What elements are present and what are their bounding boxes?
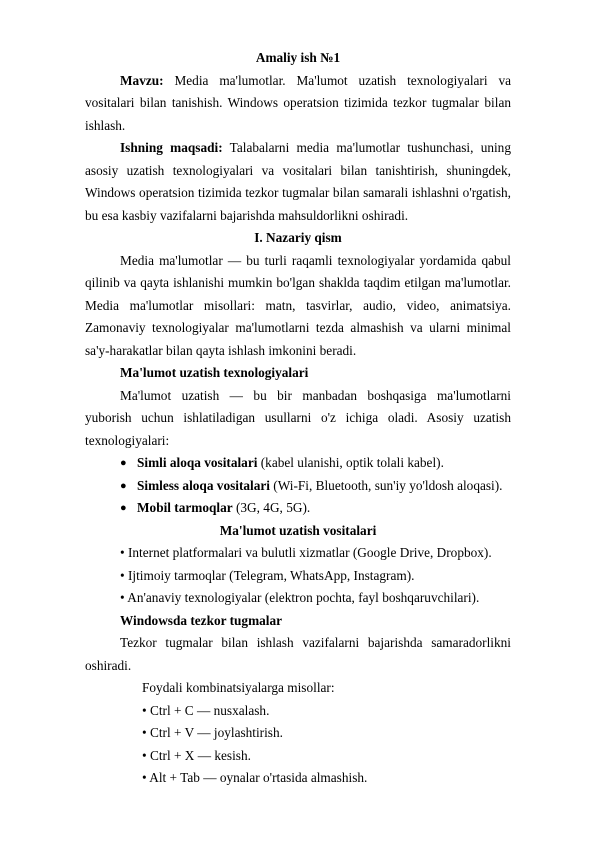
mavzu-label: Mavzu: xyxy=(120,72,164,88)
list-item-desc: (Wi-Fi, Bluetooth, sun'iy yo'ldosh aloqasi). xyxy=(269,477,503,493)
bullet-icon: ● xyxy=(120,479,127,492)
mavzu-paragraph xyxy=(85,70,511,138)
bullet-icon: ● xyxy=(120,457,127,469)
technologies-list xyxy=(85,452,511,520)
transfer-technologies-paragraph: Ma'lumot uzatish — bu bir manbadan boshqasiga ma'lumotlarni yuborish uchun ishlatiladigan usullarni o'z ichiga oladi. Asosiy uzatish texnologiyalari: xyxy=(85,387,511,448)
list-item: • Ctrl + C — nusxalash. xyxy=(142,702,270,718)
list-item: • Ctrl + V — joylashtirish. xyxy=(142,725,283,740)
maqsad-text: Talabalarni media ma'lumotlar tushunchasi, uning asosiy uzatish texnologiyalari va vositalari bilan tanishtirish, shuningdek, Windows operatsion tizimida tezkor tugmalar bilan samarali ishlashni o'rgatish, bu esa kasbiy vazifalarni bajarishda mahsuldorlikni oshiradi. xyxy=(85,140,511,223)
list-item-desc: (kabel ulanishi, optik tolali kabel). xyxy=(257,455,444,470)
heading-transfer-tools: Ma'lumot uzatish vositalari xyxy=(219,522,377,538)
heading-transfer-technologies: Ma'lumot uzatish texnologiyalari xyxy=(120,365,309,380)
list-item xyxy=(85,452,511,475)
list-item xyxy=(85,497,511,520)
list-item: • Ijtimoiy tarmoqlar (Telegram, WhatsApp, Instagram). xyxy=(120,567,415,583)
section-heading-theory: I. Nazariy qism xyxy=(254,230,342,245)
maqsad-label: Ishning maqsadi: xyxy=(120,140,223,155)
list-item: • Alt + Tab — oynalar o'rtasida almashish. xyxy=(142,770,368,785)
list-item-desc: (3G, 4G, 5G). xyxy=(232,500,311,515)
mavzu-text: Media ma'lumotlar. Ma'lumot uzatish texnologiyalari va vositalari bilan tanishish. Windows operatsion tizimida tezkor tugmalar bilan ishlash. xyxy=(85,72,511,133)
windows-paragraph: Tezkor tugmalar bilan ishlash vazifalarni bajarishda samaradorlikni oshiradi. xyxy=(85,635,511,673)
shortcut-examples-list xyxy=(85,700,511,790)
list-item: • An'anaviy texnologiyalar (elektron pochta, fayl boshqaruvchilari). xyxy=(120,590,480,605)
list-item-label: Simless aloqa vositalari xyxy=(137,477,270,493)
list-item xyxy=(85,475,511,498)
maqsad-paragraph xyxy=(85,137,511,227)
list-item: • Internet platformalari va bulutli xizmatlar (Google Drive, Dropbox). xyxy=(120,545,492,560)
tools-list xyxy=(85,542,511,610)
list-item-label: Simli aloqa vositalari xyxy=(137,455,258,470)
list-item-label: Mobil tarmoqlar xyxy=(137,500,233,515)
heading-windows-shortcuts: Windowsda tezkor tugmalar xyxy=(120,612,283,628)
document-content xyxy=(85,47,511,790)
list-item: • Ctrl + X — kesish. xyxy=(142,747,251,763)
examples-heading: Foydali kombinatsiyalarga misollar: xyxy=(142,680,335,695)
bullet-icon: ● xyxy=(120,502,127,514)
document-title: Amaliy ish №1 xyxy=(255,50,341,65)
media-paragraph: Media ma'lumotlar — bu turli raqamli texnologiyalar yordamida qabul qilinib va qayta ishlanishi mumkin bo'lgan shaklda taqdim etilgan ma'lumotlar. Media ma'lumotlar misollari: matn, tasvirlar, audio, video, animatsiya. Zamonaviy texnologiyalar ma'lumotlarni tezda almashish va ularni minimal sa'y-harakatlar bilan qayta ishlash imkonini beradi. xyxy=(85,252,511,358)
